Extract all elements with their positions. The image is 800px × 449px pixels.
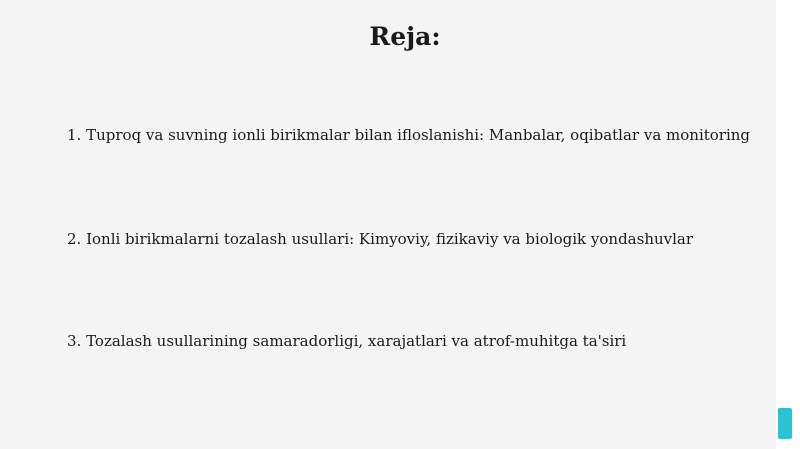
plan-item-1: 1. Tuproq va suvning ionli birikmalar bilan ifloslanishi: Manbalar, oqibatlar va monitoring (67, 126, 751, 144)
scrollbar-track[interactable] (776, 0, 800, 449)
plan-item-3: 3. Tozalash usullarining samaradorligi, xarajatlari va atrof-muhitga ta'siri (67, 332, 627, 350)
slide-title: Reja: (369, 22, 441, 51)
plan-item-2: 2. Ionli birikmalarni tozalash usullari: Kimyoviy, fizikaviy va biologik yondashuvlar (67, 230, 694, 248)
scrollbar-thumb[interactable] (778, 408, 792, 439)
